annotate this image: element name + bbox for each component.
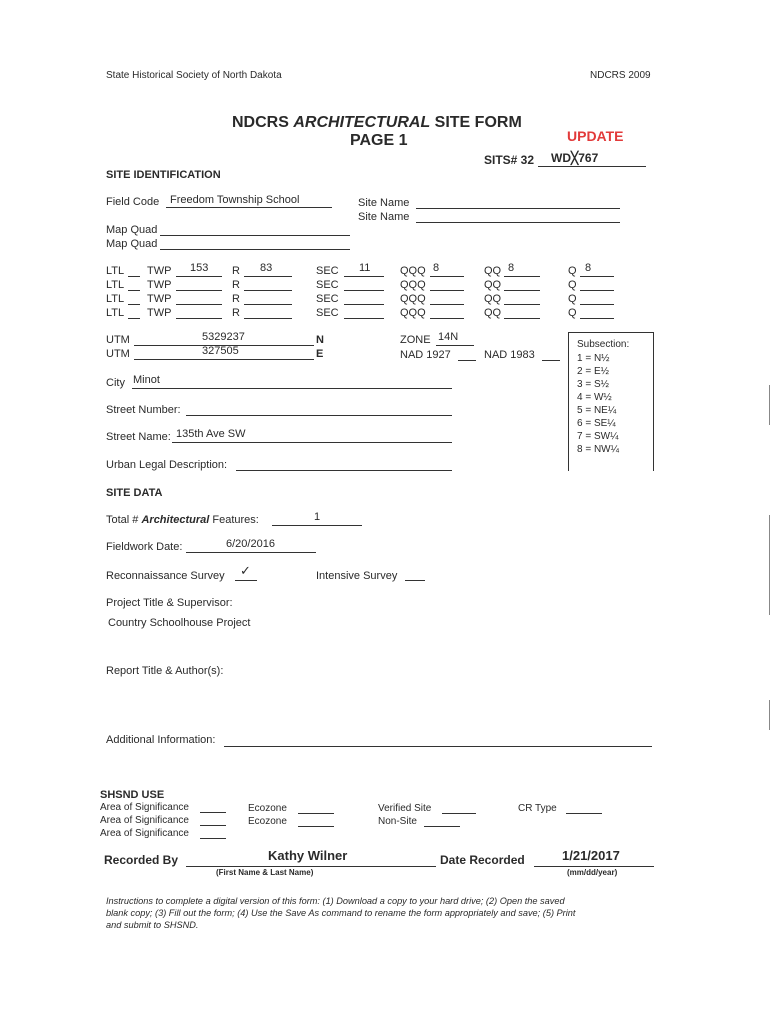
subsection-item: 7 = SW¼ [577, 431, 619, 442]
q-line [580, 290, 614, 291]
city-label: City [106, 377, 125, 389]
qqq-line [430, 290, 464, 291]
date-recorded-line [534, 866, 654, 867]
site-name-label-2: Site Name [358, 211, 410, 223]
intensive-survey-label: Intensive Survey [316, 570, 398, 582]
r-line [244, 290, 292, 291]
nad1983-label: NAD 1983 [484, 349, 535, 361]
recorded-by-value: Kathy Wilner [268, 848, 348, 863]
total-italic: Architectural [141, 514, 210, 526]
report-title-label: Report Title & Author(s): [106, 665, 224, 677]
street-name-value: 135th Ave SW [176, 428, 246, 440]
intensive-survey-line [405, 580, 425, 581]
ecozone-line-2 [298, 826, 334, 827]
qqq-label: QQQ [400, 293, 426, 305]
qq-label: QQ [484, 279, 502, 291]
qq-value: 8 [508, 262, 515, 274]
area-significance-line-2 [200, 825, 226, 826]
map-quad-label-1: Map Quad [106, 224, 158, 236]
map-quad-line-1 [160, 235, 350, 236]
sits-value: WD╳767 [551, 151, 599, 165]
zone-line [436, 345, 474, 346]
ltl-line [128, 290, 140, 291]
q-line [580, 276, 614, 277]
shsnd-heading: SHSND USE [100, 789, 165, 801]
q-label: Q [568, 293, 577, 305]
q-line [580, 304, 614, 305]
r-label: R [232, 265, 240, 277]
date-recorded-label: Date Recorded [440, 853, 525, 867]
r-value: 83 [260, 262, 273, 274]
q-value: 8 [585, 262, 592, 274]
non-site-line [424, 826, 460, 827]
sec-label: SEC [316, 293, 339, 305]
qqq-line [430, 276, 464, 277]
recorded-by-line [186, 866, 436, 867]
project-title-label: Project Title & Supervisor: [106, 597, 233, 609]
header-org: State Historical Society of North Dakota [106, 70, 282, 81]
recon-survey-label: Reconnaissance Survey [106, 570, 225, 582]
site-name-line-1 [416, 208, 620, 209]
sec-line [344, 318, 384, 319]
twp-line [176, 304, 222, 305]
q-line [580, 318, 614, 319]
site-name-label-1: Site Name [358, 197, 410, 209]
qq-label: QQ [484, 293, 502, 305]
title-prefix: NDCRS [232, 114, 294, 131]
fieldwork-date-label: Fieldwork Date: [106, 541, 183, 553]
total-features-value: 1 [314, 511, 321, 523]
date-recorded-sub: (mm/dd/year) [567, 868, 618, 877]
ecozone-label-1: Ecozone [248, 803, 287, 814]
date-recorded-value: 1/21/2017 [562, 848, 620, 863]
twp-label: TWP [147, 265, 172, 277]
twp-label: TWP [147, 293, 172, 305]
city-value: Minot [133, 374, 160, 386]
sits-label: SITS# 32 [484, 153, 535, 167]
ltl-label: LTL [106, 279, 125, 291]
sec-label: SEC [316, 279, 339, 291]
form-title [232, 114, 522, 132]
twp-line [176, 318, 222, 319]
total-prefix: Total # [106, 514, 142, 526]
qq-line [504, 290, 540, 291]
field-code-value: Freedom Township School [170, 194, 300, 206]
area-significance-line-3 [200, 838, 226, 839]
ltl-label: LTL [106, 307, 125, 319]
ltl-line [128, 318, 140, 319]
map-quad-label-2: Map Quad [106, 238, 158, 250]
qq-label: QQ [484, 265, 502, 277]
twp-label: TWP [147, 307, 172, 319]
subsection-item: 3 = S½ [577, 379, 609, 390]
title-italic: ARCHITECTURAL [293, 114, 431, 131]
header-code: NDCRS 2009 [590, 70, 651, 81]
sec-line [344, 290, 384, 291]
cr-type-label: CR Type [518, 803, 557, 814]
qqq-label: QQQ [400, 307, 426, 319]
qqq-line [430, 318, 464, 319]
nad1983-line [542, 360, 560, 361]
twp-label: TWP [147, 279, 172, 291]
additional-info-line [224, 746, 652, 747]
subsection-title: Subsection: [577, 339, 630, 350]
ltl-line [128, 276, 140, 277]
r-line [244, 276, 292, 277]
total-features-line [272, 525, 362, 526]
ltl-label: LTL [106, 265, 125, 277]
area-significance-3: Area of Significance [100, 828, 189, 839]
area-significance-2: Area of Significance [100, 815, 189, 826]
non-site-label: Non-Site [378, 816, 417, 827]
area-significance-line-1 [200, 812, 226, 813]
utm-label-1: UTM [106, 334, 130, 346]
site-name-line-2 [416, 222, 620, 223]
site-identification-heading: SITE IDENTIFICATION [106, 169, 221, 181]
recon-survey-line [235, 580, 257, 581]
instructions-line-1: Instructions to complete a digital version of this form: (1) Download a copy to your hard drive; (2) Open the saved [106, 896, 565, 906]
qq-label: QQ [484, 307, 502, 319]
r-label: R [232, 279, 240, 291]
subsection-item: 2 = E½ [577, 366, 609, 377]
subsection-legend [568, 332, 654, 471]
street-name-line [172, 442, 452, 443]
subsection-item: 1 = N½ [577, 353, 610, 364]
street-number-line [186, 415, 452, 416]
instructions-line-3: and submit to SHSND. [106, 920, 199, 930]
sec-line [344, 276, 384, 277]
qqq-label: QQQ [400, 265, 426, 277]
project-title-value: Country Schoolhouse Project [108, 617, 251, 629]
qqq-label: QQQ [400, 279, 426, 291]
area-significance-1: Area of Significance [100, 802, 189, 813]
fieldwork-date-line [186, 552, 316, 553]
recorded-by-sub: (First Name & Last Name) [216, 868, 314, 877]
r-line [244, 318, 292, 319]
street-number-label: Street Number: [106, 404, 181, 416]
ecozone-line-1 [298, 813, 334, 814]
verified-site-line [442, 813, 476, 814]
sec-line [344, 304, 384, 305]
utm-e-suffix: E [316, 348, 324, 360]
site-data-heading: SITE DATA [106, 487, 163, 499]
q-label: Q [568, 265, 577, 277]
zone-value: 14N [438, 331, 459, 343]
qqq-line [430, 304, 464, 305]
r-label: R [232, 307, 240, 319]
utm-e-value: 327505 [202, 345, 239, 357]
title-suffix: SITE FORM [430, 114, 522, 131]
ecozone-label-2: Ecozone [248, 816, 287, 827]
sec-label: SEC [316, 265, 339, 277]
field-code-line [166, 207, 332, 208]
cr-type-line [566, 813, 602, 814]
utm-label-2: UTM [106, 348, 130, 360]
q-label: Q [568, 307, 577, 319]
recon-checkmark: ✓ [240, 563, 251, 578]
sits-line [538, 166, 646, 167]
twp-value: 153 [190, 262, 209, 274]
map-quad-line-2 [160, 249, 350, 250]
total-suffix: Features: [209, 514, 259, 526]
subsection-item: 4 = W½ [577, 392, 612, 403]
additional-info-label: Additional Information: [106, 734, 216, 746]
sec-value: 11 [359, 262, 371, 274]
urban-legal-label: Urban Legal Description: [106, 459, 228, 471]
qq-line [504, 276, 540, 277]
instructions-line-2: blank copy; (3) Fill out the form; (4) Use the Save As command to rename the form appropriately and save; (5) Print [106, 908, 576, 918]
street-name-label: Street Name: [106, 431, 171, 443]
r-label: R [232, 293, 240, 305]
verified-site-label: Verified Site [378, 803, 432, 814]
fieldwork-date-value: 6/20/2016 [226, 538, 275, 550]
subsection-item: 8 = NW¼ [577, 444, 619, 455]
page-number: PAGE 1 [350, 132, 408, 149]
nad1927-label: NAD 1927 [400, 349, 451, 361]
field-code-label: Field Code [106, 196, 160, 208]
qqq-value: 8 [433, 262, 440, 274]
qq-line [504, 318, 540, 319]
qq-line [504, 304, 540, 305]
update-stamp: UPDATE [567, 128, 624, 144]
recorded-by-label: Recorded By [104, 853, 179, 867]
nad1927-line [458, 360, 476, 361]
q-label: Q [568, 279, 577, 291]
ltl-label: LTL [106, 293, 125, 305]
utm-n-suffix: N [316, 334, 324, 346]
sec-label: SEC [316, 307, 339, 319]
twp-line [176, 290, 222, 291]
subsection-item: 6 = SE¼ [577, 418, 616, 429]
utm-e-line [134, 359, 314, 360]
zone-label: ZONE [400, 334, 431, 346]
twp-line [176, 276, 222, 277]
urban-legal-line [236, 470, 452, 471]
ltl-line [128, 304, 140, 305]
subsection-item: 5 = NE¼ [577, 405, 617, 416]
total-features-label [106, 514, 259, 526]
city-line [132, 388, 452, 389]
r-line [244, 304, 292, 305]
utm-n-value: 5329237 [202, 331, 245, 343]
